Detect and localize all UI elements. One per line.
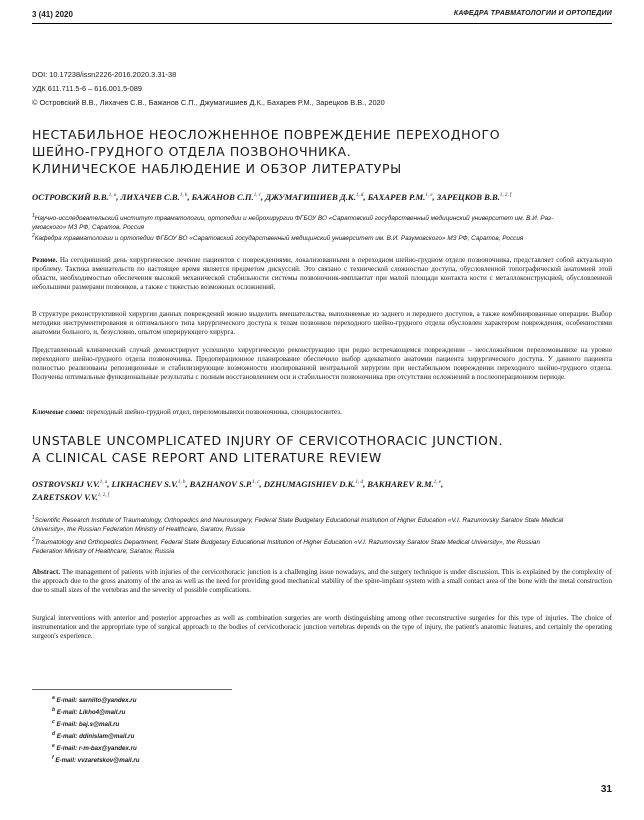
author: BAKHAREV R.M.$^{1, e}$ [367, 478, 441, 489]
footnote-email[interactable]: $^f$ E-mail: vvzaretskov@mail.ru [52, 755, 140, 765]
abstract-label: Резюме. [32, 256, 58, 264]
ru-title [32, 126, 592, 177]
en-abstract-p2: Surgical interventions with anterior and posterior approaches as well as combination surgeries are worth distinguishing among other reconstructive surgeries for this type of injuries. The choice of instrumentation and the appropriate type of surgical approach to the bodies of cervicothoracic junction vertebras depends on the type of injury, the patient's anatomic features, and certainly the operating surgeon's experience. [32, 614, 612, 640]
footnote-email[interactable]: $^a$ E-mail: sarniito@yandex.ru [52, 695, 137, 705]
ru-affiliation-1: $^1$Научно-исследовательский институт травматологии, ортопедии и нейрохирургии ФГБОУ ВО «Саратовский государственный медицинский университет им. В.И. Раз- умовского» МЗ РФ, Саратов, Россия [32, 213, 554, 232]
author: БАЖАНОВ С.П.$^{1, c}$ [191, 191, 261, 202]
en-affiliation-2: $^2$Traumatology and Orthopedics Department, Federal State Budgetary Educational Institution of Higher Education «V.I. Razumovsky Saratov State Medical University», the Russian Federation Ministry of Healthcare, Saratov, Russia [32, 537, 541, 556]
header-rule [32, 23, 612, 24]
en-authors: OSTROVSKIJ V.V.$^{1, a}$, LIKHACHEV S.V.$^{1, b}$, BAZHANOV S.P.$^{1, c}$, DZHUMAGISHIEV D.K.$^{1, d}$, BAKHAREV R.M.$^{1, e}$, ZARETSKOV V.V.$^{1, 2, f}$ [32, 478, 444, 502]
author: ОСТРОВСКИЙ В.В.$^{1, a}$ [32, 191, 117, 202]
author: ДЖУМАГИШИЕВ Д.К.$^{1, d}$ [265, 191, 364, 202]
ru-affiliation-2: $^2$Кафедра травматологии и ортопедии ФГБОУ ВО «Саратовский государственный медицинский университет им. В.И. Разумовского» МЗ РФ, Саратов, Россия [32, 233, 524, 243]
ru-title-line: КЛИНИЧЕСКОЕ НАБЛЮДЕНИЕ И ОБЗОР ЛИТЕРАТУРЫ [32, 161, 402, 176]
footnote-email[interactable]: $^b$ E-mail: Likho4@mail.ru [52, 707, 126, 717]
ru-authors: ОСТРОВСКИЙ В.В.$^{1, a}$, ЛИХАЧЕВ С.В.$^{1, b}$, БАЖАНОВ С.П.$^{1, c}$, ДЖУМАГИШИЕВ Д.К.$^{1, d}$, БАХАРЕВ Р.М.$^{1, e}$, ЗАРЕЦКОВ В.В.$^{1, 2, f}$ [32, 191, 512, 202]
en-title [32, 432, 592, 466]
author: OSTROVSKIJ V.V.$^{1, a}$ [32, 478, 108, 489]
udk: УДК 611.711.5-6 – 616.001.5-089 [32, 84, 142, 93]
department-name: КАФЕДРА ТРАВМАТОЛОГИИ И ОРТОПЕДИИ [453, 10, 612, 17]
doi[interactable]: DOI: 10.17238/issn2226-2016.2020.3.31-38 [32, 70, 177, 79]
ru-abstract-p2: В структуре реконструктивной хирургии данных повреждений можно выделить вмешательства, выполняемые из заднего и переднего доступов, а также комбинированные операции. Выбор методики инструментирования и оптимального типа хирургического доступа к телам позвонков переходного шейно-грудного отдела обусловлен характером повреждения, особенностями анатомии больного, и, безусловно, опытом оперирующего хирурга. [32, 310, 612, 336]
abstract-label: Abstract. [32, 568, 61, 576]
author: ЗАРЕЦКОВ В.В.$^{1, 2, f}$ [436, 191, 512, 202]
page-number: 31 [600, 784, 612, 795]
ru-abstract-p3: Представленный клинический случай демонстрирует успешную хирургическую реконструкцию при редко встречающемся повреждении – неосложнённом переломовывихе на уровне переходного шейно-грудного отдела позвоночника. Предоперационное планирование обеспечило выбор адекватного анатомии пациента хирургического доступа. У данного пациента полностью реализованы репозиционные и стабилизирующие возможности изолированной вентральной хирургии при нестабильном повреждении переходного шейно-грудного отдела. Получены оптимальные функциональные результаты с полным восстановлением оси и стабильности позвоночника при отсутствии осложнений в послеоперационном периоде. [32, 346, 612, 381]
ru-title-line: НЕСТАБИЛЬНОЕ НЕОСЛОЖНЕННОЕ ПОВРЕЖДЕНИЕ ПЕРЕХОДНОГО [32, 127, 501, 142]
en-title-line: UNSTABLE UNCOMPLICATED INJURY OF CERVICOTHORACIC JUNCTION. [32, 433, 504, 448]
ru-keywords: Ключевые слова: переходный шейно-грудной отдел, переломовывихи позвоночника, спондилосинтез. [32, 408, 342, 416]
author: ZARETSKOV V.V.$^{1, 2, f}$ [32, 491, 110, 502]
footnote-email[interactable]: $^e$ E-mail: r-m-bax@yandex.ru [52, 743, 137, 753]
keywords-label: Ключевые слова: [32, 408, 85, 416]
footnote-rule [32, 689, 232, 690]
footnote-email[interactable]: $^d$ E-mail: ddinislam@mail.ru [52, 731, 135, 741]
ru-abstract-p1: Резюме. На сегодняшний день хирургическое лечение пациентов с повреждениями, локализованными в переходном шейно-грудном отделе позвоночника, представляет собой актуальную проблему. Тактика вмешательств по настоящее время является предметом дискуссий. Это связано с технической сложностью доступа, обусловленной топографической анатомией этой области, необходимостью обеспечения высокой механической стабильности системы позвоночник-имплантат при малой площади контакта кости с металлоконструкцией, обусловленной небольшими размерами позвонков, а также с тяжестью возможных осложнений. [32, 256, 612, 291]
en-abstract-p1: Abstract. The management of patients with injuries of the cervicothoracic junction is a challenging issue nowadays, and the surgery technique is under discussion. This is explained by the complexity of the approach due to the gross anatomy of the area as well as the need for providing good mechanical stability of the spine-implant system with a small contact area of the bone with the metal construction due to small sizes of the vertebras and the severity of possible complications. [32, 568, 612, 594]
author: BAZHANOV S.P.$^{1, c}$ [189, 478, 260, 489]
author: LIKHACHEV S.V.$^{1, b}$ [111, 478, 186, 489]
copyright: © Островский В.В., Лихачев С.В., Бажанов С.П., Джумагишиев Д.К., Бахарев Р.М., Зарецков В.В., 2020 [32, 98, 385, 107]
author: DZHUMAGISHIEV D.K.$^{1, d}$ [263, 478, 363, 489]
ru-title-line: ШЕЙНО-ГРУДНОГО ОТДЕЛА ПОЗВОНОЧНИКА. [32, 144, 352, 159]
running-header [32, 10, 612, 24]
footnote-email[interactable]: $^c$ E-mail: baj.s@mail.ru [52, 719, 120, 729]
author: ЛИХАЧЕВ С.В.$^{1, b}$ [120, 191, 188, 202]
issue-number: 3 (41) 2020 [32, 10, 73, 19]
author: БАХАРЕВ Р.М.$^{1, e}$ [367, 191, 433, 202]
en-affiliation-1: $^1$Scientific Research Institute of Traumatology, Orthopedics and Neurosurgery, Federal State Budgetary Educational Institution of Higher Education «V.I. Razumovsky Saratov State Medical University», the Russian Federation Ministry of Healthcare, Saratov, Russia [32, 515, 564, 534]
en-title-line: A CLINICAL CASE REPORT AND LITERATURE REVIEW [32, 450, 382, 465]
